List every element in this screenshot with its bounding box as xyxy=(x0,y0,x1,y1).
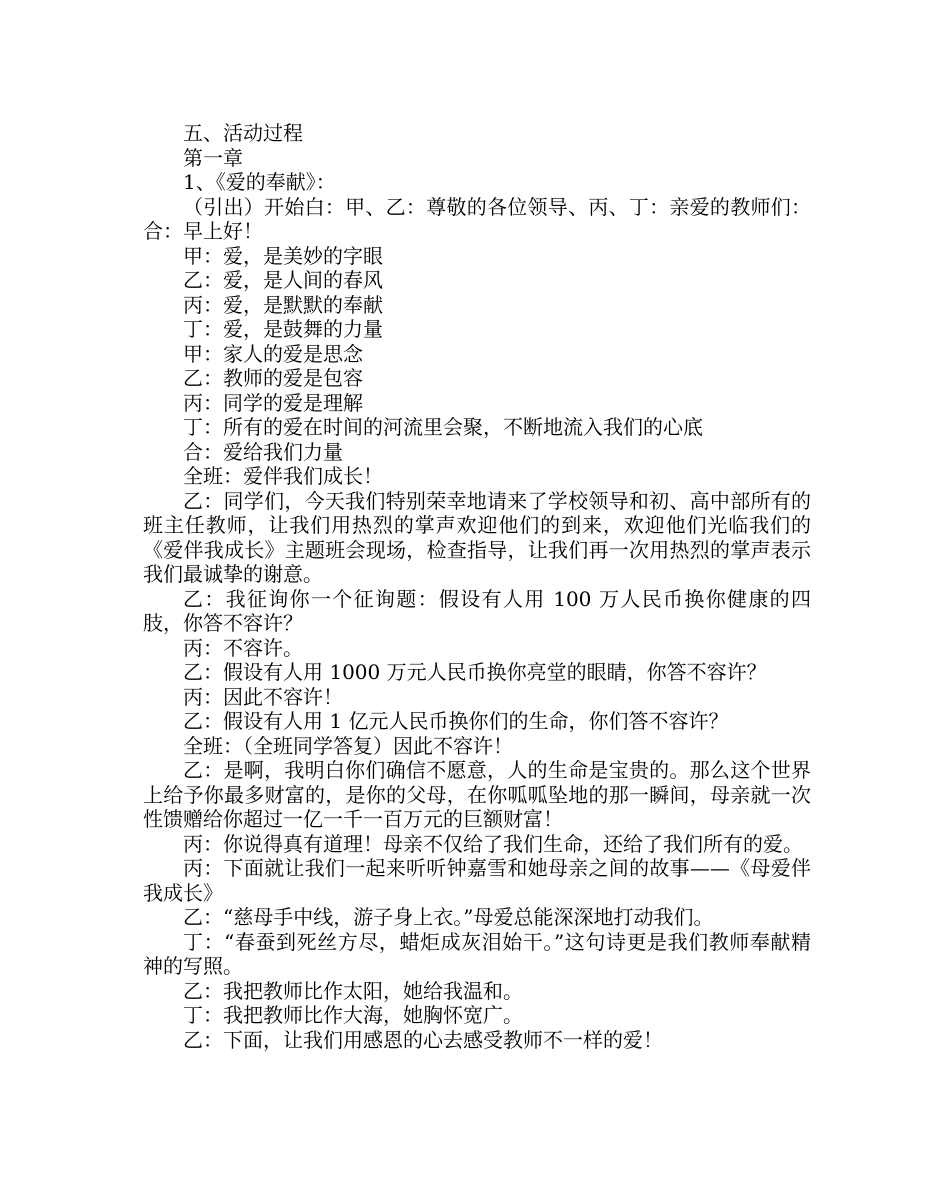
paragraph: 丙：同学的爱是理解 xyxy=(183,390,363,415)
paragraph: 乙：我把教师比作太阳，她给我温和。 xyxy=(183,978,523,1003)
paragraph: 乙：我征询你一个征询题：假设有人用 100 万人民币换你健康的四肢，你答不容许？ xyxy=(143,586,811,635)
paragraph: 乙：“慈母手中线，游子身上衣。”母爱总能深深地打动我们。 xyxy=(183,905,714,929)
paragraph: 丁：所有的爱在时间的河流里会聚，不断地流入我们的心底 xyxy=(183,415,703,439)
paragraph: 全班：爱伴我们成长！ xyxy=(183,464,383,488)
paragraph: 乙：教师的爱是包容 xyxy=(183,366,363,390)
paragraph: 甲：家人的爱是思念 xyxy=(183,341,363,366)
paragraph: 全班：（全班同学答复）因此不容许！ xyxy=(183,733,513,758)
paragraph: （引出）开始白：甲、乙：尊敬的各位领导、丙、丁：亲爱的教师们：合：早上好！ xyxy=(143,194,811,243)
item-heading: 1、《爱的奉献》： xyxy=(183,170,336,194)
chapter-heading: 第一章 xyxy=(183,145,243,170)
paragraph: 丙：下面就让我们一起来听听钟嘉雪和她母亲之间的故事——《母爱伴我成长》 xyxy=(143,856,811,905)
paragraph: 丙：爱，是默默的奉献 xyxy=(183,292,383,317)
paragraph: 乙：假设有人用 1000 万元人民币换你亮堂的眼睛，你答不容许？ xyxy=(183,660,767,684)
paragraph: 乙：是啊，我明白你们确信不愿意，人的生命是宝贵的。那么这个世界上给予你最多财富的，是你的父母，在你呱呱坠地的那一瞬间，母亲就一次性馈赠给你超过一亿一千一百万元的巨额财富！ xyxy=(143,758,811,831)
paragraph: 乙：爱，是人间的春风 xyxy=(183,268,383,292)
paragraph: 丁：“春蚕到死丝方尽，蜡炬成灰泪始干。”这句诗更是我们教师奉献精神的写照。 xyxy=(143,929,811,978)
paragraph: 丙：你说得真有道理！母亲不仅给了我们生命，还给了我们所有的爱。 xyxy=(183,831,803,856)
paragraph: 丙：不容许。 xyxy=(183,635,303,660)
paragraph: 乙：假设有人用 1 亿元人民币换你们的生命，你们答不容许？ xyxy=(183,709,729,733)
paragraph: 乙：下面，让我们用感恩的心去感受教师不一样的爱！ xyxy=(183,1027,663,1052)
document-body xyxy=(143,121,811,1052)
section-heading: 五、活动过程 xyxy=(183,121,303,145)
paragraph: 甲：爱，是美妙的字眼 xyxy=(183,243,383,268)
paragraph: 乙：同学们，今天我们特别荣幸地请来了学校领导和初、高中部所有的班主任教师，让我们用热烈的掌声欢迎他们的到来，欢迎他们光临我们的《爱伴我成长》主题班会现场，检查指导，让我们再一次用热烈的掌声表示我们最诚挚的谢意。 xyxy=(143,488,811,586)
paragraph: 合：爱给我们力量 xyxy=(183,439,343,464)
paragraph: 丁：爱，是鼓舞的力量 xyxy=(183,317,383,341)
paragraph: 丁：我把教师比作大海，她胸怀宽广。 xyxy=(183,1003,523,1027)
paragraph: 丙：因此不容许！ xyxy=(183,684,343,709)
